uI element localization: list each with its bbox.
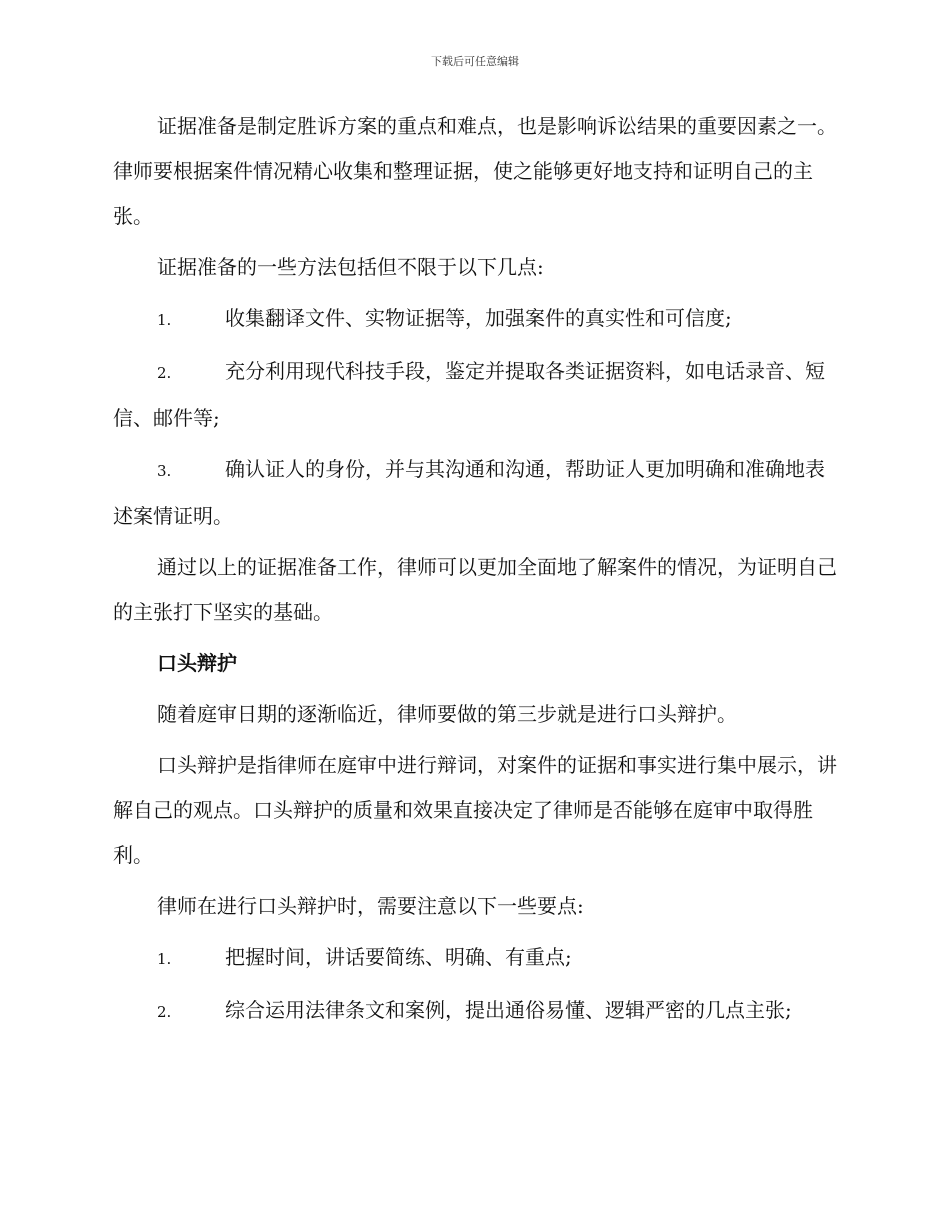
list-number: 3. — [157, 462, 172, 480]
paragraph: 证据准备是制定胜诉方案的重点和难点，也是影响诉讼结果的重要因素之一。律师要根据案件情况精心收集和整理证据，使之能够更好地支持和证明自己的主张。 — [113, 114, 837, 228]
list-item — [113, 296, 838, 343]
paragraph: 通过以上的证据准备工作，律师可以更加全面地了解案件的情况，为证明自己的主张打下坚实的基础。 — [113, 555, 837, 624]
list-text: 把握时间，讲话要简练、明确、有重点; — [225, 945, 572, 969]
paragraph: 证据准备的一些方法包括但不限于以下几点: — [157, 255, 544, 279]
list-item — [113, 988, 838, 1035]
paragraph: 口头辩护是指律师在庭审中进行辩词，对案件的证据和事实进行集中展示，讲解自己的观点。口头辩护的质量和效果直接决定了律师是否能够在庭审中取得胜利。 — [113, 753, 837, 867]
list-text: 收集翻译文件、实物证据等，加强案件的真实性和可信度; — [225, 306, 732, 330]
list-number: 2. — [157, 364, 172, 382]
list-text: 综合运用法律条文和案例，提出通俗易懂、逻辑严密的几点主张; — [225, 998, 792, 1022]
paragraph: 随着庭审日期的逐渐临近，律师要做的第三步就是进行口头辩护。 — [157, 702, 737, 726]
list-number: 1. — [157, 311, 172, 329]
list-text: 确认证人的身份，并与其沟通和沟通，帮助证人更加明确和准确地表述案情证明。 — [113, 457, 825, 528]
list-item — [113, 349, 838, 441]
list-text: 充分利用现代科技手段，鉴定并提取各类证据资料，如电话录音、短信、邮件等; — [113, 359, 825, 430]
section-heading: 口头辩护 — [157, 651, 237, 675]
page-header: 下载后可任意编辑 — [431, 55, 519, 68]
document-body — [113, 104, 838, 1041]
list-number: 2. — [157, 1003, 172, 1021]
list-item — [113, 447, 838, 539]
list-number: 1. — [157, 950, 172, 968]
list-item — [113, 935, 838, 982]
paragraph: 律师在进行口头辩护时，需要注意以下一些要点: — [157, 894, 584, 918]
